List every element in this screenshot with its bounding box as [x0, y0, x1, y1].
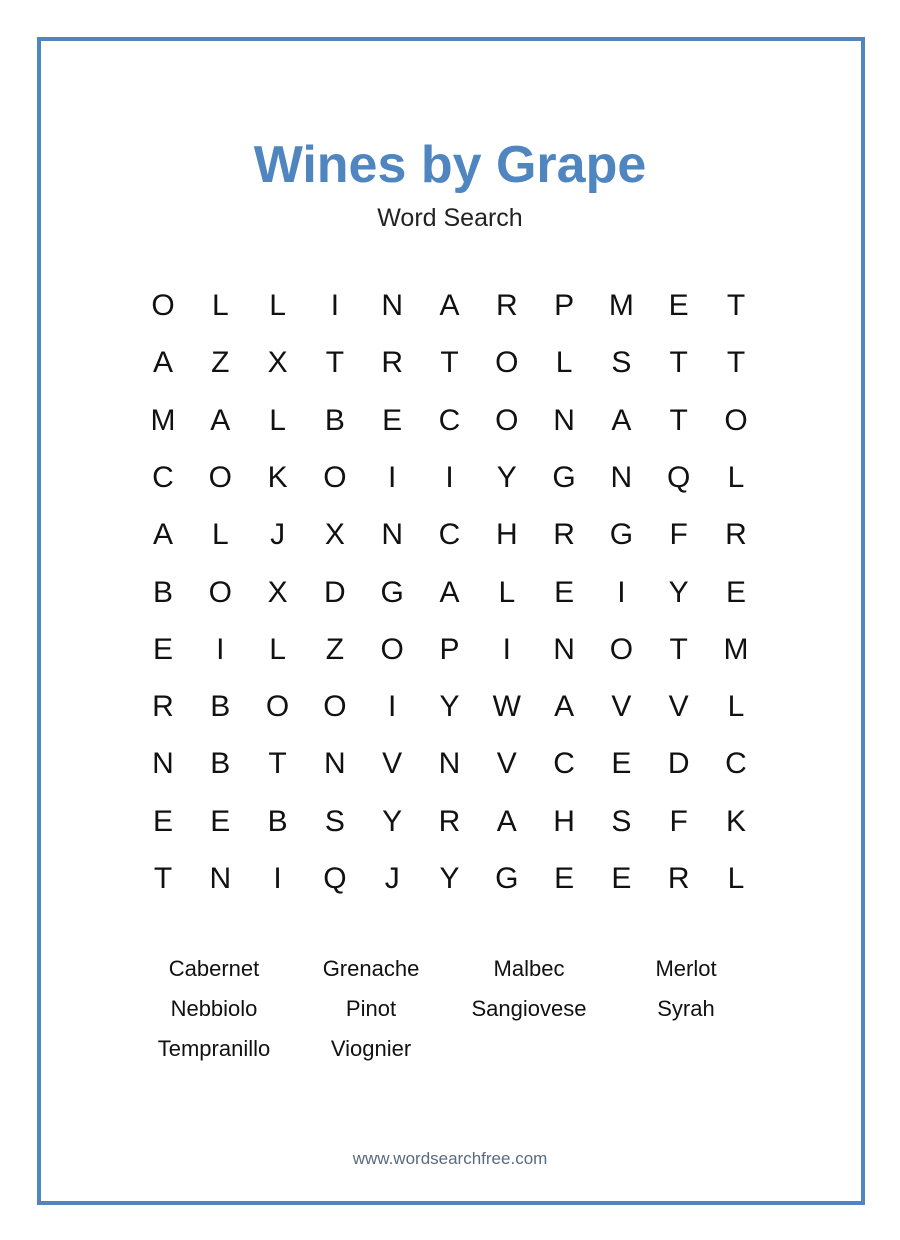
- grid-cell: T: [726, 289, 746, 322]
- word-list-item: Viognier: [330, 1036, 412, 1061]
- grid-cell: G: [495, 862, 519, 895]
- grid-cell: O: [265, 690, 290, 724]
- grid-cell: E: [611, 747, 632, 781]
- grid-cell: T: [669, 346, 688, 380]
- grid-cell: F: [669, 804, 688, 838]
- grid-cell: X: [267, 346, 288, 380]
- grid-cell: L: [211, 518, 229, 552]
- grid-cell: W: [492, 690, 521, 724]
- grid-cell: E: [382, 403, 403, 437]
- grid-cell: A: [152, 346, 173, 380]
- grid-cell: H: [495, 518, 518, 552]
- word-list-item: Pinot: [345, 996, 397, 1021]
- grid-cell: V: [382, 747, 403, 781]
- word-list-item: Merlot: [655, 956, 717, 981]
- grid-cell: N: [209, 862, 232, 895]
- grid-cell: V: [611, 690, 632, 724]
- grid-cell: T: [669, 403, 688, 437]
- grid-cell: L: [727, 460, 745, 494]
- grid-cell: P: [439, 632, 460, 666]
- grid-cell: I: [216, 632, 225, 666]
- grid-cell: L: [211, 289, 229, 322]
- grid-cell: L: [498, 575, 516, 609]
- grid-cell: E: [725, 575, 746, 609]
- grid-cell: R: [438, 804, 461, 838]
- grid-cell: N: [610, 460, 633, 494]
- grid-cell: Y: [439, 690, 460, 724]
- grid-cell: A: [152, 518, 173, 552]
- grid-cell: R: [667, 862, 690, 895]
- page-title: Wines by Grape: [253, 136, 647, 194]
- grid-cell: D: [324, 575, 346, 609]
- grid-cell: N: [381, 289, 404, 322]
- grid-cell: R: [381, 346, 404, 380]
- grid-cell: T: [325, 346, 345, 380]
- grid-cell: J: [384, 862, 400, 895]
- grid-cell: N: [553, 632, 575, 666]
- grid-cell: M: [723, 632, 749, 666]
- grid-cell: R: [553, 518, 575, 552]
- grid-cell: O: [151, 289, 175, 322]
- grid-cell: E: [554, 575, 575, 609]
- grid-cell: L: [727, 862, 745, 895]
- grid-cell: R: [152, 690, 174, 724]
- grid-cell: Y: [439, 862, 460, 895]
- word-list-item: Syrah: [657, 996, 715, 1021]
- grid-cell: L: [269, 403, 286, 437]
- grid-cell: J: [270, 518, 286, 552]
- grid-cell: O: [380, 632, 404, 666]
- grid-cell: I: [388, 690, 397, 724]
- page-subtitle: Word Search: [377, 204, 523, 232]
- grid-cell: P: [554, 289, 575, 322]
- grid-cell: V: [668, 690, 689, 724]
- grid-cell: N: [324, 747, 346, 781]
- word-list-item: Malbec: [493, 956, 565, 981]
- grid-cell: B: [210, 747, 231, 781]
- grid-cell: X: [267, 575, 288, 609]
- grid-cell: B: [210, 690, 231, 724]
- grid-cell: K: [267, 460, 288, 494]
- grid-cell: B: [324, 403, 345, 437]
- grid-cell: A: [554, 690, 575, 724]
- grid-cell: I: [388, 460, 397, 494]
- grid-cell: I: [273, 862, 282, 895]
- grid-cell: N: [381, 518, 404, 552]
- grid-cell: B: [152, 575, 173, 609]
- grid-cell: E: [668, 289, 689, 322]
- grid-cell: T: [726, 346, 746, 380]
- word-list-item: Nebbiolo: [170, 996, 258, 1021]
- grid-cell: H: [553, 804, 575, 838]
- grid-cell: V: [496, 747, 517, 781]
- grid-cell: M: [150, 403, 176, 437]
- grid-cell: O: [495, 346, 519, 380]
- grid-cell: R: [725, 518, 747, 552]
- grid-cell: O: [208, 575, 232, 609]
- footer-url: www.wordsearchfree.com: [352, 1149, 548, 1168]
- grid-cell: I: [445, 460, 454, 494]
- grid-cell: Z: [325, 632, 345, 666]
- grid-cell: A: [439, 575, 460, 609]
- grid-cell: S: [324, 804, 345, 838]
- grid-cell: G: [552, 460, 576, 494]
- grid-cell: R: [495, 289, 518, 322]
- grid-cell: S: [611, 346, 632, 380]
- grid-cell: A: [611, 403, 632, 437]
- word-list-item: Grenache: [322, 956, 420, 981]
- grid-cell: E: [210, 804, 231, 838]
- grid-cell: C: [152, 460, 174, 494]
- word-list-item: Cabernet: [168, 956, 260, 981]
- grid-cell: T: [153, 862, 173, 895]
- grid-cell: C: [438, 518, 461, 552]
- word-list-item: Sangiovese: [471, 996, 587, 1021]
- grid-cell: A: [496, 804, 517, 838]
- grid-cell: T: [268, 747, 287, 781]
- grid-cell: M: [608, 289, 634, 322]
- grid-cell: O: [724, 403, 748, 437]
- grid-cell: G: [609, 518, 634, 552]
- grid-cell: N: [152, 747, 174, 781]
- grid-cell: N: [438, 747, 461, 781]
- grid-cell: L: [727, 690, 745, 724]
- grid-cell: F: [669, 518, 688, 552]
- grid-cell: O: [323, 690, 347, 724]
- grid-cell: G: [380, 575, 404, 609]
- grid-cell: T: [440, 346, 459, 380]
- grid-cell: D: [667, 747, 690, 781]
- grid-cell: L: [555, 346, 573, 380]
- grid-cell: E: [611, 862, 632, 895]
- grid-cell: I: [617, 575, 626, 609]
- grid-cell: O: [323, 460, 347, 494]
- grid-cell: A: [439, 289, 460, 322]
- grid-cell: L: [269, 289, 286, 322]
- grid-cell: Q: [667, 460, 691, 494]
- grid-cell: T: [669, 632, 688, 666]
- grid-cell: K: [725, 804, 746, 838]
- grid-cell: O: [495, 403, 519, 437]
- grid-cell: O: [208, 460, 232, 494]
- grid-cell: E: [152, 804, 173, 838]
- grid-cell: Y: [496, 460, 517, 494]
- grid-cell: Q: [323, 862, 347, 895]
- grid-cell: N: [553, 403, 575, 437]
- grid-cell: C: [438, 403, 461, 437]
- grid-cell: S: [611, 804, 632, 838]
- grid-cell: A: [210, 403, 231, 437]
- grid-cell: E: [554, 862, 575, 895]
- grid-cell: C: [725, 747, 747, 781]
- word-list-item: Tempranillo: [157, 1036, 271, 1061]
- grid-cell: I: [330, 289, 340, 322]
- grid-cell: X: [324, 518, 345, 552]
- grid-cell: C: [553, 747, 575, 781]
- grid-cell: B: [267, 804, 288, 838]
- grid-cell: E: [152, 632, 173, 666]
- grid-cell: O: [609, 632, 634, 666]
- grid-cell: Y: [668, 575, 689, 609]
- grid-cell: L: [269, 632, 286, 666]
- grid-cell: Z: [211, 346, 230, 380]
- grid-cell: Y: [382, 804, 403, 838]
- grid-cell: I: [502, 632, 511, 666]
